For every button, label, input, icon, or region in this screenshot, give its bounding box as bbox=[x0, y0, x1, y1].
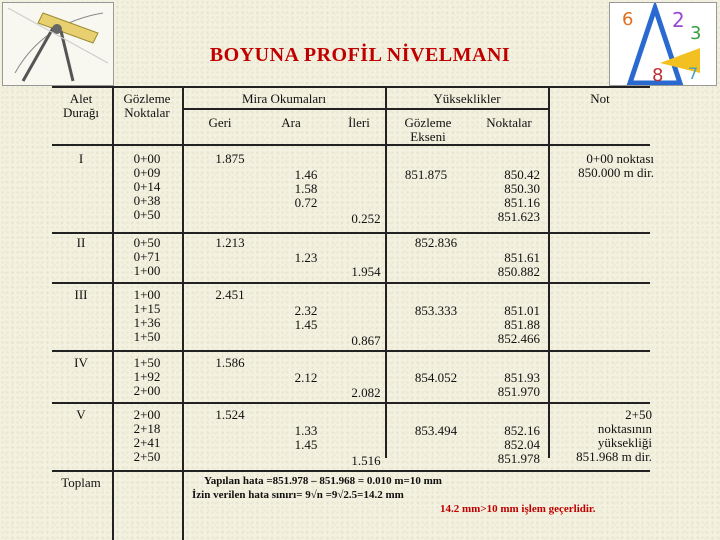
svg-text:3: 3 bbox=[690, 23, 702, 44]
point-elevations: 850.42 850.30 851.16 851.623 bbox=[497, 167, 540, 224]
ileri-reading: 1.954 bbox=[351, 264, 381, 279]
station-label: III bbox=[74, 287, 88, 302]
ileri-reading: 2.082 bbox=[351, 385, 381, 400]
page-title: BOYUNA PROFİL NİVELMANI bbox=[209, 44, 511, 66]
header-gozleme-noktalar: Gözleme Noktalar bbox=[123, 91, 171, 120]
allowed-error: İzin verilen hata sınırı= 9√n =9√2.5=14.2 mm bbox=[192, 489, 404, 501]
geri-reading: 1.875 bbox=[215, 151, 245, 166]
header-gozleme-ekseni: Gözleme Ekseni bbox=[404, 115, 452, 144]
axis-elevation: 854.052 bbox=[414, 370, 458, 385]
svg-text:6: 6 bbox=[622, 9, 634, 30]
row-separator bbox=[52, 470, 650, 472]
station-label: IV bbox=[74, 355, 88, 370]
point-elevations: 851.01 851.88 852.466 bbox=[497, 303, 540, 346]
station-label: II bbox=[76, 235, 86, 250]
axis-elevation: 852.836 bbox=[414, 235, 458, 250]
header-not: Not bbox=[590, 91, 610, 106]
axis-elevation: 851.875 bbox=[404, 167, 448, 182]
error-calculation: Yapılan hata =851.978 – 851.968 = 0.010 m=10 mm bbox=[204, 475, 442, 487]
header-geri: Geri bbox=[208, 115, 232, 130]
ara-readings: 1.46 1.58 0.72 bbox=[294, 167, 318, 210]
ileri-reading: 1.516 bbox=[351, 453, 381, 468]
geri-reading: 1.586 bbox=[215, 355, 245, 370]
station-label: V bbox=[76, 407, 86, 422]
header-ara: Ara bbox=[281, 115, 301, 130]
yukseklik-subheader-line bbox=[385, 108, 548, 110]
row-separator bbox=[52, 350, 650, 352]
point-list: 0+00 0+09 0+14 0+38 0+50 bbox=[133, 151, 161, 222]
point-list: 1+00 1+15 1+36 1+50 bbox=[133, 287, 161, 344]
svg-text:2: 2 bbox=[672, 8, 685, 32]
row-separator bbox=[52, 402, 650, 404]
axis-elevation: 853.333 bbox=[414, 303, 458, 318]
result-conclusion: 14.2 mm>10 mm işlem geçerlidir. bbox=[440, 503, 596, 515]
header-noktalar: Noktalar bbox=[486, 115, 532, 130]
ileri-reading: 0.252 bbox=[351, 211, 381, 226]
ara-readings: 2.32 1.45 bbox=[294, 303, 318, 332]
header-alet-duragi: Alet Durağı bbox=[62, 91, 100, 120]
row-note: 0+00 noktası 850.000 m dir. bbox=[578, 151, 654, 180]
point-list: 2+00 2+18 2+41 2+50 bbox=[133, 407, 161, 464]
ara-readings: 2.12 bbox=[294, 370, 318, 385]
row-note: 2+50 noktasının yüksekliği 851.968 m dir. bbox=[576, 407, 652, 464]
header-mira-okumalari: Mira Okumaları bbox=[241, 91, 327, 106]
svg-text:8: 8 bbox=[652, 65, 664, 85]
point-elevations: 852.16 852.04 851.978 bbox=[497, 423, 540, 466]
header-bottom-line bbox=[52, 144, 650, 146]
svg-text:7: 7 bbox=[688, 64, 699, 83]
row-separator bbox=[52, 232, 650, 234]
point-list: 1+50 1+92 2+00 bbox=[133, 355, 161, 398]
point-elevations: 851.93 851.970 bbox=[497, 370, 540, 399]
header-top-line bbox=[52, 86, 650, 88]
header-yukseklikler: Yükseklikler bbox=[433, 91, 501, 106]
station-label: I bbox=[78, 151, 84, 166]
point-elevations: 851.61 850.882 bbox=[497, 250, 540, 279]
axis-elevation: 853.494 bbox=[414, 423, 458, 438]
toplam-label: Toplam bbox=[61, 475, 101, 490]
header-ileri: İleri bbox=[348, 115, 370, 130]
point-list: 0+50 0+71 1+00 bbox=[133, 235, 161, 278]
row-separator bbox=[52, 282, 650, 284]
mira-subheader-line bbox=[182, 108, 385, 110]
ara-readings: 1.33 1.45 bbox=[294, 423, 318, 452]
ileri-reading: 0.867 bbox=[351, 333, 381, 348]
geri-reading: 2.451 bbox=[215, 287, 245, 302]
geri-reading: 1.213 bbox=[215, 235, 245, 250]
ara-readings: 1.23 bbox=[294, 250, 318, 265]
geri-reading: 1.524 bbox=[215, 407, 245, 422]
